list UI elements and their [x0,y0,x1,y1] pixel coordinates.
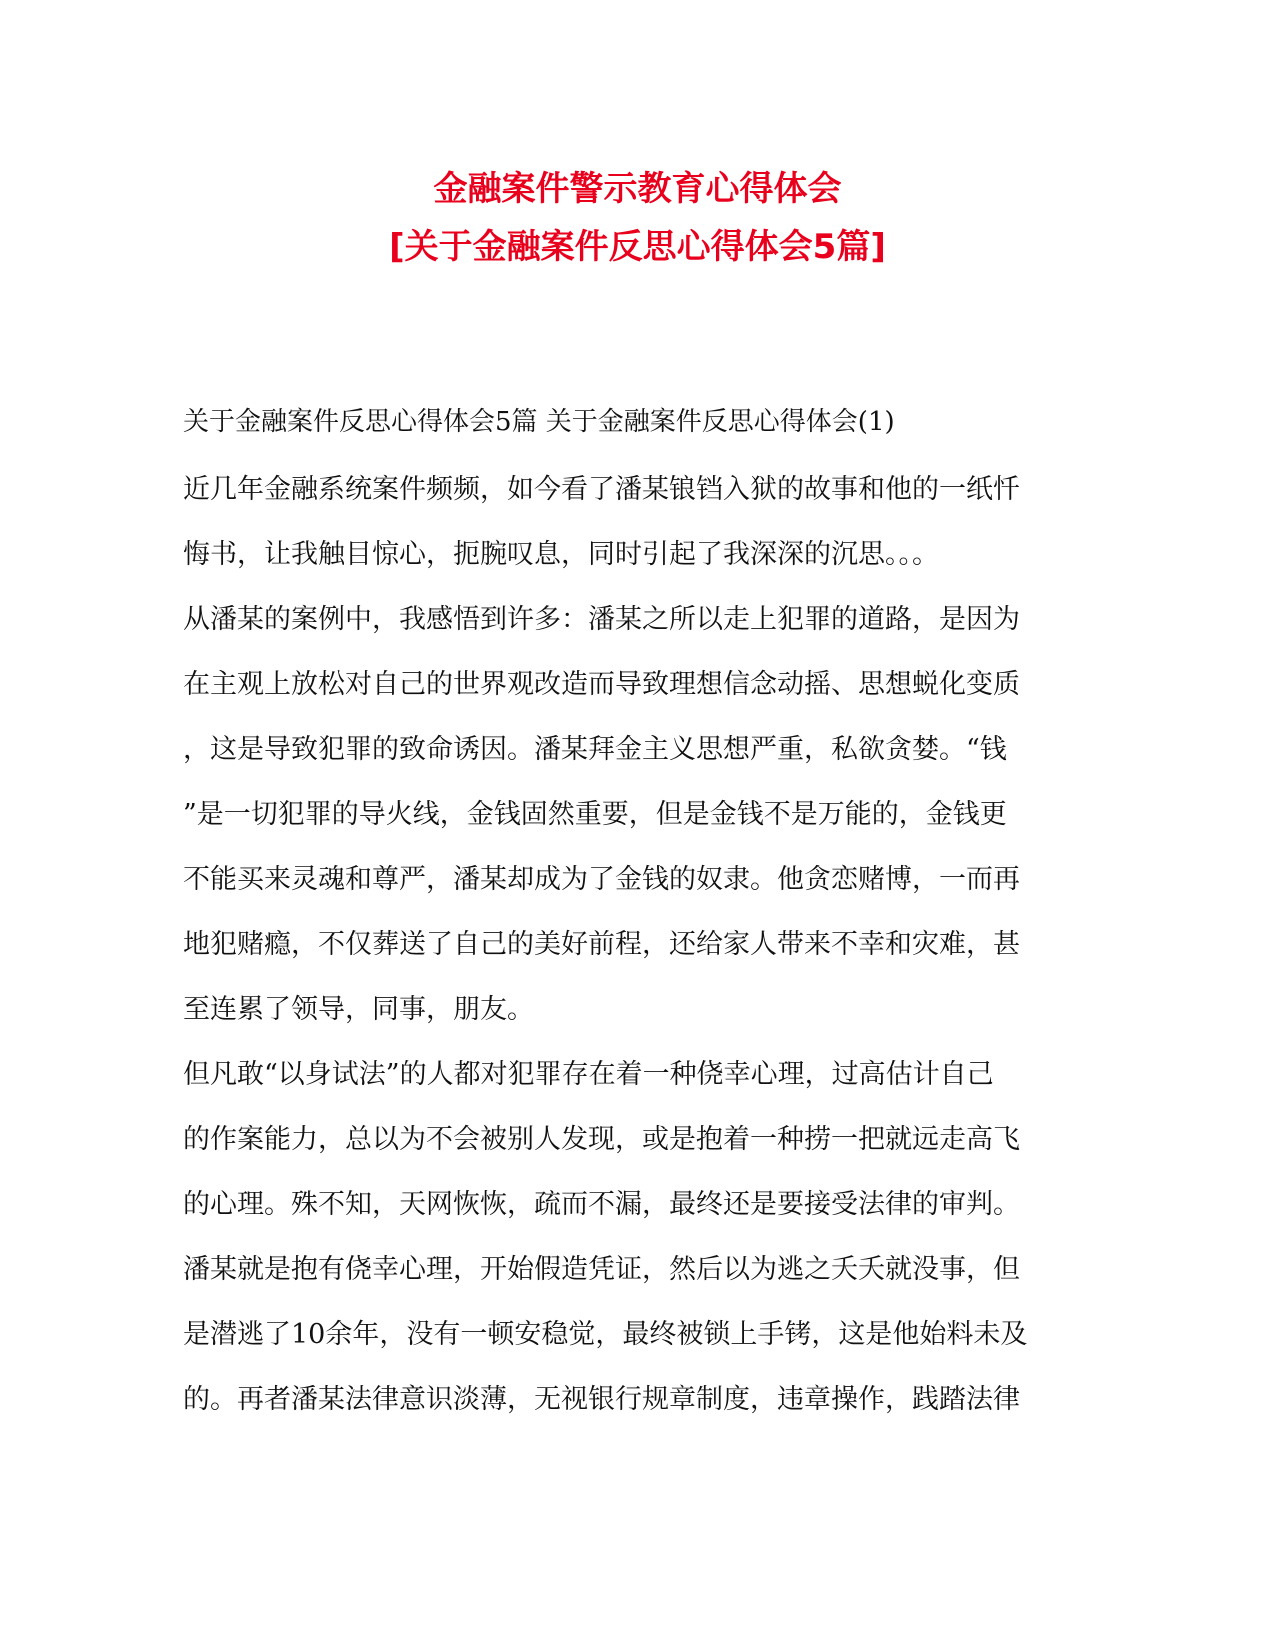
body-line: 不能买来灵魂和尊严，潘某却成为了金钱的奴隶。他贪恋赌博，一而再 [183,864,1020,895]
body-line: 从潘某的案例中，我感悟到许多：潘某之所以走上犯罪的道路，是因为 [183,604,1020,635]
body-line: 的作案能力，总以为不会被别人发现，或是抱着一种捞一把就远走高飞 [183,1124,1020,1155]
body-line: 在主观上放松对自己的世界观改造而导致理想信念动摇、思想蜕化变质 [183,669,1020,700]
body-line: ”是一切犯罪的导火线，金钱固然重要，但是金钱不是万能的，金钱更 [183,799,1007,830]
document-body [183,397,1088,1432]
title-line-subtitle: [关于金融案件反思心得体会5篇] [389,227,886,267]
body-line: 至连累了领导，同事，朋友。 [183,994,534,1025]
document-title [0,160,1275,276]
body-line: 近几年金融系统案件频频，如今看了潘某锒铛入狱的故事和他的一纸忏 [183,474,1020,505]
body-line: 的心理。殊不知，天网恢恢，疏而不漏，最终还是要接受法律的审判。 [183,1189,1020,1220]
body-line: 的。再者潘某法律意识淡薄，无视银行规章制度，违章操作，践踏法律 [183,1384,1020,1415]
title-line-main: 金融案件警示教育心得体会 [433,169,842,209]
intro-line: 关于金融案件反思心得体会5篇 关于金融案件反思心得体会(1) [183,407,895,437]
body-line: 但凡敢“以身试法”的人都对犯罪存在着一种侥幸心理，过高估计自己 [183,1059,994,1090]
body-line: 地犯赌瘾，不仅葬送了自己的美好前程，还给家人带来不幸和灾难，甚 [183,929,1020,960]
body-line: 潘某就是抱有侥幸心理，开始假造凭证，然后以为逃之夭夭就没事，但 [183,1254,1020,1285]
body-line: ，这是导致犯罪的致命诱因。潘某拜金主义思想严重，私欲贪婪。“钱 [183,734,1007,765]
body-line: 是潜逃了10余年，没有一顿安稳觉，最终被锁上手铐，这是他始料未及 [183,1319,1028,1350]
body-line: 悔书，让我触目惊心，扼腕叹息，同时引起了我深深的沉思。。。 [183,539,939,570]
